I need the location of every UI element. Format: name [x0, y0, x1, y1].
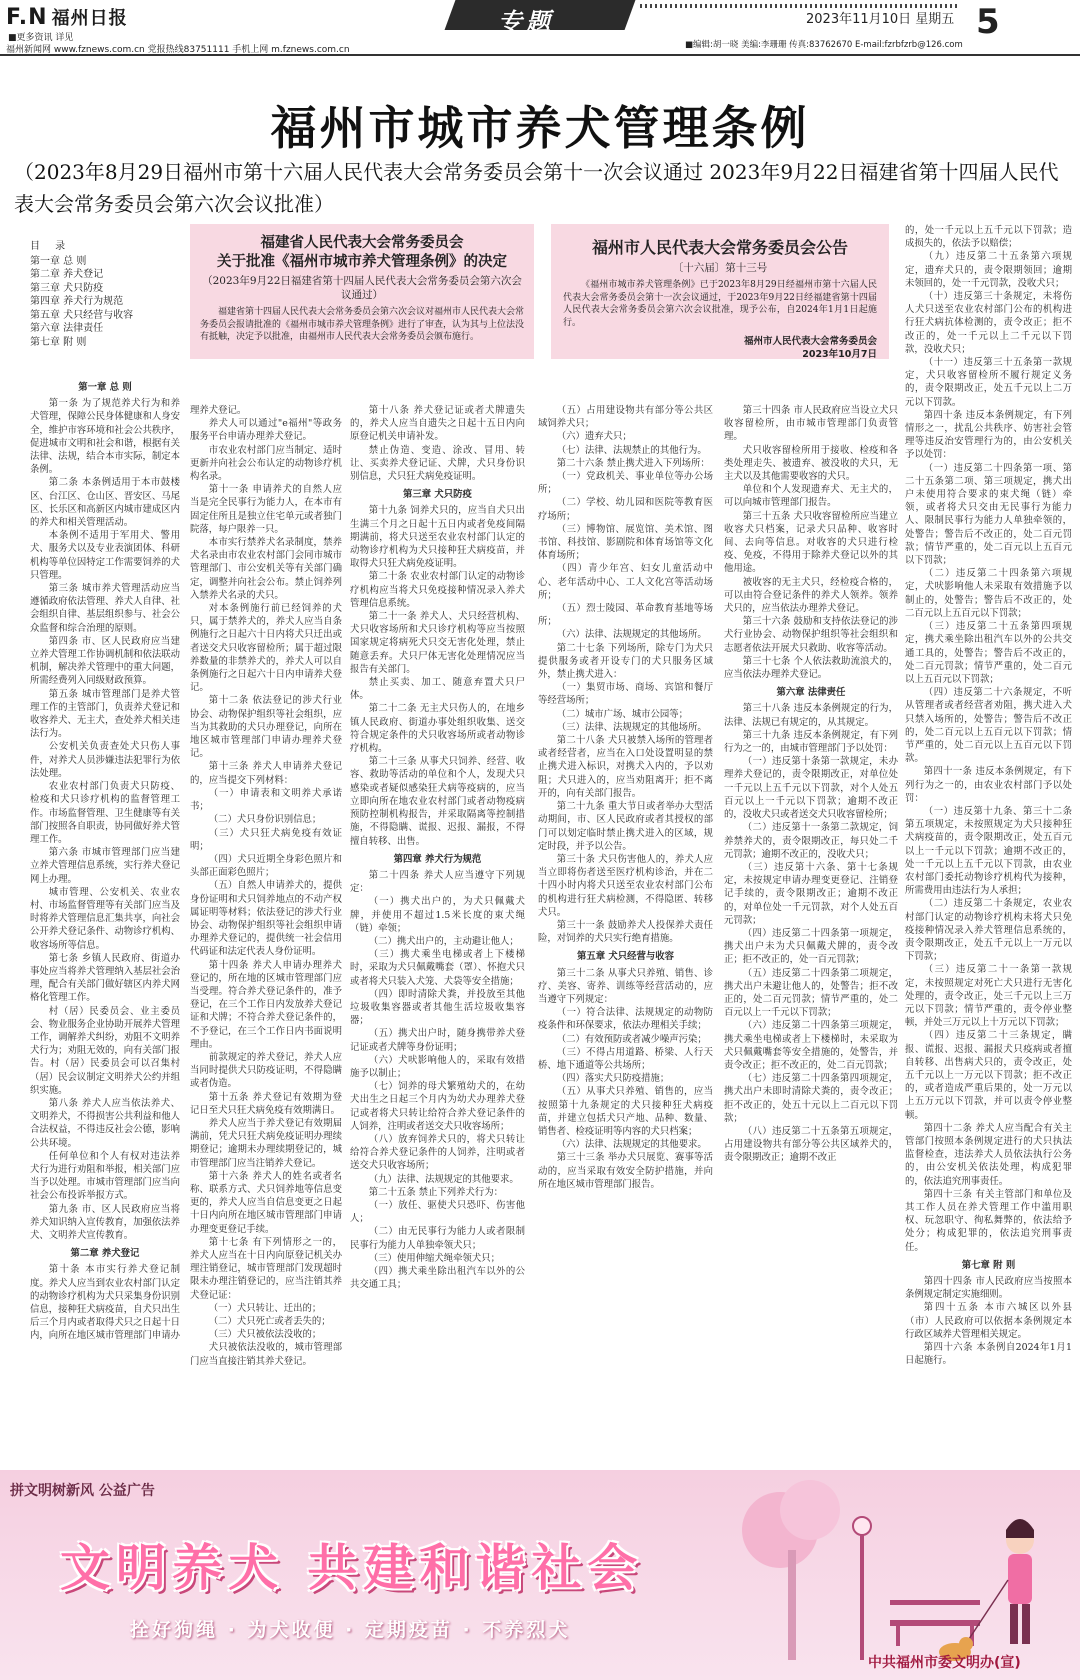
person-walking-dog-icon: [939, 1519, 1034, 1661]
page-number: 5: [976, 2, 1000, 42]
article-paragraph: 公安机关负责查处犬只伤人事件，对养犬人员涉嫌违法犯罪行为依法处理。: [30, 741, 180, 779]
article-paragraph: 犬只收容留检所用于接收、检疫和各类处理走失、被遗弃、被没收的犬只，无主犬以及其他需要收容的犬只。: [724, 444, 898, 483]
chapter-heading: 第三章 犬只防疫: [403, 489, 472, 501]
article-paragraph: 单位和个人发现遗弃犬、无主犬的，可以向城市管理部门报告。: [724, 484, 898, 509]
article-paragraph: 第四十六条 本条例自2024年1月1日起施行。: [905, 1342, 1072, 1367]
article-paragraph: 第十二条 依法登记的涉犬行业协会、动物保护组织等社会组织，应当为其救助的犬只办理登记，向所在地区城市管理部门申请办理养犬登记。: [190, 695, 342, 760]
article-paragraph: （三）犬只被依法没收的；: [208, 1329, 322, 1341]
article-column-3: [350, 404, 525, 1467]
article-paragraph: （六）法律、法规规定的其他要求。: [556, 1139, 707, 1151]
article-paragraph: （四）违反第二十四条第一项规定，携犬出户未为犬只佩戴犬牌的，责令改正；拒不改正的，处一百元罚款；: [724, 927, 898, 966]
article-paragraph: （二）犬只身份识别信息；: [208, 814, 322, 826]
article-paragraph: 村（居）民委员会、业主委员会、物业服务企业协助开展养犬管理工作，调解养犬纠纷，劝阻不文明养犬行为；劝阻无效的，向有关部门报告。村（居）民委员会可以召集村（居）民会议制定文明养犬公约并组织实施。: [30, 1005, 180, 1096]
article-paragraph: 第十七条 有下列情形之一的，养犬人应当在十日内向原登记机关办理注销登记，城市管理部门发现超时限未办理注销登记的，应当注销其养犬登记证：: [190, 1236, 342, 1301]
article-paragraph: 第四十一条 违反本条例规定，有下列行为之一的，由农业农村部门予以处罚：: [905, 766, 1072, 804]
article-paragraph: （二）携犬出户的，主动避让他人；: [368, 935, 519, 947]
article-paragraph: （五）携犬出户时，随身携带养犬登记证或者犬牌等身份证明；: [350, 1028, 525, 1053]
article-paragraph: 第十九条 饲养犬只的，应当自犬只出生满三个月之日起十五日内或者免疫间隔期满前，将犬只送至农业农村部门认定的动物诊疗机构为犬只接种狂犬病疫苗，并取得犬只狂犬病免疫证明。: [350, 505, 525, 570]
article-paragraph: （八）放弃饲养犬只的，将犬只转让给符合养犬登记条件的人饲养，注明或者送交犬只收容场所；: [350, 1133, 525, 1172]
article-paragraph: 本市实行禁养犬名录制度，禁养犬名录由市农业农村部门会同市城市管理部门、市公安机关等有关部门确定，调整并向社会公布。禁止饲养列入禁养犬名录的犬只。: [190, 537, 342, 601]
chapter-heading: 第二章 养犬登记: [70, 1248, 140, 1260]
ad-tips: 拴好狗绳 · 为犬收便 · 定期疫苗 · 不养烈犬: [130, 1619, 571, 1641]
article-paragraph: 第二十八条 犬只被禁入场所的管理者或者经营者，应当在入口处设置明显的禁止携犬进入标识，对携犬入内的，予以劝阻；犬只进入的，应当劝阻离开；拒不离开的，向有关部门报告。: [538, 735, 713, 799]
article-paragraph: （五）从事犬只养殖、销售的，应当按照第十九条规定的犬只接种狂犬病疫苗，并建立包括犬只产地、品种、数量、销售者、检疫证明等内容的犬只档案；: [538, 1086, 713, 1137]
article-paragraph: 第一条 为了规范养犬行为和养犬管理，保障公民身体健康和人身安全，维护市容环境和社会公共秩序，促进城市文明和社会和谐，根据有关法律、法规，结合本市实际，制定本条例。: [30, 398, 180, 476]
article-paragraph: （四）违反第二十六条规定，不听从管理者或者经营者劝阻，携犬进入犬只禁入场所的，处警告；警告后不改正的，处二百元以上五百元以下罚款；情节严重的，处二百元以上五百元以下罚款。: [905, 687, 1072, 765]
article-paragraph: （六）法律、法规规定的其他场所。: [556, 629, 707, 641]
article-paragraph: （二）违反第二十条规定，农业农村部门认定的动物诊疗机构未将犬只免疫接种情况录入养犬管理信息系统的，责令限期改正，处五千元以上一万元以下罚款；: [905, 898, 1072, 963]
article-paragraph: （七）法律、法规禁止的其他行为。: [556, 444, 707, 456]
article-paragraph: 的，处一千元以上五千元以下罚款；造成损失的，依法予以赔偿；: [905, 225, 1072, 250]
article-paragraph: 禁止伪造、变造、涂改、冒用、转让、买卖养犬登记证、犬牌，犬只身份识别信息，犬只狂犬病免疫证明。: [350, 444, 525, 483]
article-paragraph: （二）由无民事行为能力人或者限制民事行为能力人单独牵领犬只；: [350, 1226, 525, 1251]
article-paragraph: 第二十条 农业农村部门认定的动物诊疗机构应当将犬只免疫接种情况录入养犬管理信息系统。: [350, 571, 525, 609]
ad-sponsor: 中共福州市委文明办(宣): [868, 1655, 1021, 1671]
article-paragraph: 第四条 市、区人民政府应当建立养犬管理工作协调机制和依法联动机制，解决养犬管理中的重大问题，所需经费列入同级财政预算。: [30, 635, 180, 687]
article-paragraph: 第二十九条 重大节日或者举办大型活动期间，市、区人民政府或者其授权的部门可以划定临时禁止携犬进入的区域，规定时段，并予以公告。: [538, 801, 713, 852]
article-paragraph: 前款规定的养犬登记，养犬人应当同时提供犬只防疫证明，不得隐瞒或者伪造。: [190, 1051, 342, 1090]
article-paragraph: 第四十五条 本市六城区以外县（市）人民政府可以依据本条例规定本行政区域养犬管理相关规定。: [905, 1302, 1072, 1340]
article-paragraph: 第五条 城市管理部门是养犬管理工作的主管部门，负责养犬登记和收容养犬、无主犬，查处养犬相关违法行为。: [30, 688, 180, 740]
article-paragraph: （五）自然人申请养犬的，提供身份证明和犬只饲养地点的不动产权属证明等材料；依法登记的涉犬行业协会、动物保护组织等社会组织申请办理养犬登记的，提供统一社会信用代码证和法定代表人身份证明。: [190, 880, 342, 958]
article-paragraph: （二）违反第二十四条第六项规定，犬吠影响他人未采取有效措施予以制止的，处警告；警告后不改正的，处二百元以上五百元以下罚款；: [905, 568, 1072, 619]
article-paragraph: 第八条 养犬人应当依法养犬、文明养犬，不得损害公共利益和他人合法权益，不得违反社会公德，影响公共环境。: [30, 1097, 180, 1149]
toc-item: 第三章 犬只防疫: [30, 282, 104, 294]
article-paragraph: 对本条例施行前已经饲养的犬只，属于禁养犬的，养犬人应当自条例施行之日起六十日内将犬只迁出或者送交犬只收容留检所；属于超过限养数量的非禁养犬的，养犬人可以自条例施行之日起六十日内申请养犬登记。: [190, 603, 342, 694]
article-paragraph: （一）犬只转让、迁出的；: [208, 1302, 322, 1314]
article-paragraph: （三）违反第二十一条第一款规定，未按照规定对死亡犬只进行无害化处理的，责令改正，处三千元以上三万元以下罚款；情节严重的，责令停业整顿，并处三万元以上十万元以下罚款；: [905, 964, 1072, 1029]
article-paragraph: 被收容的无主犬只，经检疫合格的，可以由符合登记条件的养犬人领养。领养犬只的，应当依法办理养犬登记。: [724, 576, 898, 615]
toc-item: 第四章 养犬行为规范: [30, 296, 124, 307]
article-paragraph: （一）符合法律、法规规定的动物防疫条件和环保要求，依法办理相关手续；: [538, 1007, 713, 1032]
article-paragraph: 第三十一条 鼓励养犬人投保养犬责任险，对饲养的犬只实行绝育措施。: [538, 919, 713, 945]
article-paragraph: （四）犬只近期全身彩色照片和头部正面彩色照片；: [190, 853, 342, 879]
notice-signature: 福州市人民代表大会常务委员会: [743, 336, 877, 347]
article-paragraph: 城市管理、公安机关、农业农村、市场监督管理等有关部门应当及时将养犬管理信息汇集共享，向社会公开养犬登记条件、动物诊疗机构、收容场所等信息。: [30, 886, 180, 951]
ad-slogan: 文明养犬 共建和谐社会: [60, 1539, 644, 1597]
article-paragraph: （一）党政机关、事业单位等办公场所；: [538, 471, 713, 496]
article-paragraph: （一）携犬出户的，为犬只佩戴犬牌，并使用不超过1.5米长度的束犬绳（链）牵领；: [350, 896, 525, 934]
notice-number: 〔十六届〕第十三号: [672, 262, 768, 274]
decision-title-2: 关于批准《福州市城市养犬管理条例》的决定: [217, 254, 507, 270]
article-paragraph: 第三条 城市养犬管理活动应当遵循政府依法管理、养犬人自律、社会组织自律、基层组织参与、社会公众监督和综合治理的原则。: [30, 583, 180, 634]
article-paragraph: （四）携犬乘坐除出租汽车以外的公共交通工具；: [350, 1266, 525, 1291]
article-paragraph: 第四十条 违反本条例规定，有下列情形之一，扰乱公共秩序、妨害社会管理等违反治安管理行为的，由公安机关予以处罚：: [905, 409, 1072, 461]
article-paragraph: （四）落实犬只防疫措施；: [556, 1073, 670, 1085]
article-paragraph: （三）法律、法规规定的其他场所。: [556, 721, 707, 733]
article-paragraph: 第四十三条 有关主管部门和单位及其工作人员在养犬管理工作中滥用职权、玩忽职守、徇私舞弊的，依法给予处分；构成犯罪的，依法追究刑事责任。: [905, 1188, 1072, 1253]
article-paragraph: 第三十九条 违反本条例规定，有下列行为之一的，由城市管理部门予以处罚：: [724, 729, 898, 755]
article-paragraph: 第二条 本条例适用于本市鼓楼区、台江区、仓山区、晋安区、马尾区、长乐区和高新区内城市建成区内的养犬和相关管理活动。: [30, 477, 180, 529]
article-paragraph: 第二十六条 禁止携犬进入下列场所：: [556, 457, 710, 469]
article-paragraph: （三）违反第十六条、第十七条规定，未按规定申请办理变更登记、注销登记手续的，责令限期改正；逾期不改正的，对单位处一千元罚款，对个人处五百元罚款；: [724, 861, 898, 926]
article-paragraph: （六）违反第二十四条第三项规定，携犬乘坐电梯或者上下楼梯时，未采取为犬只佩戴嘴套等安全措施的，处警告，并责令改正；拒不改正的，处二百元罚款；: [724, 1020, 898, 1071]
article-paragraph: 第十六条 养犬人的姓名或者名称、联系方式、犬只饲养地等信息变更的，养犬人应当自信息变更之日起十日内向所在地区城市管理部门申请办理变更登记手续。: [190, 1170, 342, 1235]
article-paragraph: （二）违反第十一条第二款规定，饲养禁养犬的，责令限期改正，每只处二千元罚款；逾期不改正的，没收犬只；: [724, 822, 898, 860]
notice-date: 2023年10月7日: [802, 349, 877, 360]
article-paragraph: 第七条 乡镇人民政府、街道办事处应当将养犬管理纳入基层社会治理，配合有关部门做好辖区内养犬网格化管理工作。: [30, 952, 180, 1004]
article-paragraph: 第十三条 养犬人申请养犬登记的，应当提交下列材料：: [190, 761, 342, 786]
article-paragraph: 养犬人应当于养犬登记有效期届满前，凭犬只狂犬病免疫证明办理续期登记；逾期未办理续期登记的，城市管理部门应当注销养犬登记。: [190, 1117, 342, 1169]
article-paragraph: 第二十七条 下列场所，除专门为犬只提供服务或者开设专门的犬只服务区域外，禁止携犬进入：: [538, 642, 713, 681]
decision-note: （2023年9月22日福建省第十四届人民代表大会常务委员会第六次会议通过）: [202, 275, 522, 301]
article-paragraph: 第十一条 申请养犬的自然人应当是完全民事行为能力人，在本市有固定住所且是独立住宅单元或者独门院落，每户限养一只。: [190, 484, 342, 535]
article-paragraph: （三）不得占用道路、桥梁、人行天桥、地下通道等公共场所；: [538, 1046, 713, 1071]
toc-item: 第二章 养犬登记: [30, 269, 104, 280]
masthead: [0, 0, 1080, 56]
article-paragraph: 第三十三条 举办犬只展览、赛事等活动的，应当采取有效安全防护措施，并向所在地区城市管理部门报告。: [538, 1152, 713, 1190]
article-paragraph: （七）违反第二十四条第四项规定，携犬出户未即时清除犬粪的，责令改正；拒不改正的，处五十元以上二百元以下罚款；: [724, 1073, 898, 1124]
article-paragraph: （四）青少年宫、妇女儿童活动中心、老年活动中心、工人文化宫等活动场所；: [538, 563, 713, 601]
chapter-heading: 第一章 总 则: [78, 382, 132, 393]
article-paragraph: 犬只被依法没收的，城市管理部门应当直接注销其养犬登记。: [190, 1342, 342, 1367]
article-paragraph: （十一）违反第三十五条第一款规定，犬只收容留检所不履行规定义务的，责令限期改正，处五千元以上二万元以下罚款。: [905, 357, 1072, 408]
article-paragraph: 第二十五条 禁止下列养犬行为：: [368, 1186, 504, 1198]
article-paragraph: 第三十条 犬只伤害他人的，养犬人应当立即将伤者送至医疗机构诊治，并在二十四小时内将犬只送至农业农村部门公布的机构进行狂犬病检测，不得隐匿、转移犬只。: [538, 853, 713, 918]
article-paragraph: （八）违反第二十五条第五项规定，占用建设物共有部分等公共区域养犬的，责令限期改正；逾期不改正: [724, 1125, 898, 1164]
article-paragraph: 第四十二条 养犬人应当配合有关主管部门按照本条例规定进行的犬只执法监督检查，违法养犬人员依法执行公务的，由公安机关依法处理，构成犯罪的，依法追究刑事责任。: [905, 1122, 1072, 1187]
article-paragraph: 理养犬登记。: [190, 405, 247, 416]
article-paragraph: 第三十四条 市人民政府应当设立犬只收容留检所，由市城市管理部门负责管理。: [724, 405, 898, 443]
toc-item: 第七章 附 则: [30, 336, 87, 348]
ad-tag: 拼文明树新风 公益广告: [10, 1483, 155, 1499]
article-column-1: [30, 376, 180, 1467]
article-paragraph: 第三十六条 鼓励和支持依法登记的涉犬行业协会、动物保护组织等社会组织和志愿者依法开展犬只救助、收容等活动。: [724, 616, 898, 654]
toc-item: 第六章 法律责任: [30, 323, 104, 334]
article-paragraph: （一）集贸市场、商场、宾馆和餐厅等经营场所；: [538, 682, 713, 707]
page-title: 福州市城市养犬管理条例: [270, 101, 810, 155]
notice-body: 《福州市城市养犬管理条例》已于2023年8月29日经福州市第十六届人民代表大会常务委员会第十一次会议通过，于2023年9月22日经福建省第十四届人民代表大会常务委员会第六次会议批准，现予公布，自2024年1月1日起施行。: [563, 280, 877, 328]
article-paragraph: （三）犬只狂犬病免疫有效证明；: [190, 827, 342, 852]
article-paragraph: （三）携犬乘坐电梯或者上下楼梯时，采取为犬只佩戴嘴套（罩）、怀抱犬只或者将犬只装入犬笼、犬袋等安全措施；: [350, 949, 525, 987]
article-paragraph: 第三十二条 从事犬只养殖、销售、诊疗、美容、寄养、训练等经营活动的，应当遵守下列规定：: [538, 967, 713, 1005]
chapter-heading: 第四章 养犬行为规范: [393, 853, 482, 865]
page-subtitle: （2023年8月29日福州市第十六届人民代表大会常务委员会第十一次会议通过 2023年9月22日福建省第十四届人民代表大会常务委员会第六次会议批准）: [14, 160, 1059, 216]
article-paragraph: （一）违反第十九条、第三十二条第五项规定，未按照规定为犬只接种狂犬病疫苗的，责令限期改正，处五百元以上一千元以下罚款；逾期不改正的，处一千元以上五千元以下罚款，由农业农村部门委托动物诊疗机构代为接种，所需费用由违法行为人承担；: [905, 805, 1072, 897]
article-paragraph: （二）学校、幼儿园和医院等教育医疗场所；: [538, 497, 713, 522]
toc-item: 第一章 总 则: [30, 255, 87, 267]
article-paragraph: （二）有效预防或者减少噪声污染；: [556, 1033, 707, 1045]
announcement-box: [551, 224, 889, 359]
article-paragraph: （六）犬吠影响他人的，采取有效措施予以制止；: [350, 1054, 525, 1079]
editor-info: ■编辑:胡一晓 美编:李珊珊 传真:83762670 E-mail:fzrbfzrb@126.com: [685, 40, 963, 50]
article-paragraph: （十）违反第三十条规定，未将伤人犬只送至农业农村部门公布的机构进行狂犬病抗体检测的，责令改正；拒不改正的，处一千元以上二千元以下罚款，没收犬只；: [905, 291, 1072, 355]
contact-line: 福州新闻网 www.fznews.com.cn 党报热线83751111 手机上网 m.fznews.com.cn: [6, 45, 350, 55]
article-paragraph: （九）违反第二十五条第六项规定，遗弃犬只的，责令限期领回；逾期未领回的，处一千元罚款，没收犬只；: [905, 251, 1072, 289]
decision-body: 福建省第十四届人民代表大会常务委员会第六次会议对福州市人民代表大会常务委员会报请批准的《福州市城市养犬管理条例》进行了审查，认为其与上位法没有抵触，决定予以批准，由福州市人民代表大会常务委员会颁布施行。: [200, 307, 525, 342]
article-column-2: [190, 404, 342, 1467]
article-paragraph: 禁止买卖、加工、随意弃置犬只尸体。: [350, 677, 525, 702]
article-paragraph: 市农业农村部门应当制定、适时更新并向社会公布认定的动物诊疗机构名录。: [190, 444, 342, 483]
decision-title-1: 福建省人民代表大会常务委员会: [260, 235, 464, 251]
article-paragraph: （一）违反第二十四条第一项、第二十五条第二项、第三项规定，携犬出户未使用符合要求的束犬绳（链）牵领，或者将犬只交由无民事行为能力人、限制民事行为能力人单独牵领的，处警告；警告后不改正的，处二百元罚款；情节严重的，处二百元以上五百元以下罚款；: [905, 462, 1072, 567]
article-paragraph: （三）使用伸缩犬绳牵领犬只；: [368, 1252, 501, 1264]
article-paragraph: （七）饲养的母犬繁殖幼犬的，在幼犬出生之日起三个月内为幼犬办理养犬登记或者将犬只转让给符合养犬登记条件的人饲养，注明或者送交犬只收容场所；: [350, 1081, 525, 1132]
article-paragraph: （一）申请表和文明养犬承诺书；: [190, 787, 342, 813]
tree-icon: [742, 1480, 840, 1660]
toc-item: 第五章 犬只经营与收容: [30, 309, 134, 321]
chapter-heading: 第五章 犬只经营与收容: [576, 951, 674, 963]
section-label: 专题: [498, 7, 554, 36]
article-paragraph: 第十八条 养犬登记证或者犬牌遗失的，养犬人应当自遗失之日起十五日内向原登记机关申请补发。: [350, 405, 525, 443]
article-paragraph: 第三十八条 违反本条例规定的行为，法律、法规已有规定的，从其规定。: [724, 703, 898, 728]
article-paragraph: （九）法律、法规规定的其他要求。: [368, 1173, 519, 1185]
article-paragraph: （三）博物馆、展览馆、美术馆、图书馆、科技馆、影剧院和体育场馆等文化体育场所；: [538, 523, 713, 562]
article-paragraph: 第二十三条 从事犬只饲养、经营、收容、救助等活动的单位和个人，发现犬只感染或者疑似感染狂犬病等疫病的，应当立即向所在地农业农村部门或者动物疫病预防控制机构报告，并采取隔离等控制措施，不得隐瞒、谎报、迟报、漏报，不得擅自转移、出售。: [350, 756, 525, 847]
article-paragraph: 第十条 本市实行养犬登记制度。养犬人应当到农业农村部门认定的动物诊疗机构为犬只采集身份识别信息，接种狂犬病疫苗，自犬只出生后三个月内或者取得犬只之日起十日内，向所在地区城市管理部门申请办: [30, 1264, 180, 1342]
article-paragraph: 第四十四条 市人民政府应当按照本条例规定制定实施细则。: [905, 1276, 1072, 1301]
article-paragraph: （五）违反第二十四条第二项规定，携犬出户未避让他人的，处警告；拒不改正的，处二百元罚款；情节严重的，处二百元以上一千元以下罚款；: [724, 967, 898, 1019]
article-paragraph: 第九条 市、区人民政府应当将养犬知识纳入宣传教育，加强依法养犬、文明养犬宣传教育。: [30, 1203, 180, 1241]
chapter-heading: 第六章 法律责任: [776, 687, 846, 699]
toc-heading: 目 录: [30, 241, 72, 252]
article-paragraph: 第三十七条 个人依法救助流浪犬的，应当依法办理养犬登记。: [724, 655, 898, 681]
article-paragraph: 第六条 市城市管理部门应当建立养犬管理信息系统，实行养犬登记网上办理。: [30, 847, 180, 885]
article-paragraph: （五）烈士陵园、革命教育基地等场所；: [538, 603, 713, 628]
article-paragraph: （六）遗弃犬只；: [556, 431, 632, 443]
notice-title: 福州市人民代表大会常务委员会公告: [591, 238, 848, 257]
chapter-heading: 第七章 附 则: [961, 1259, 1016, 1271]
article-paragraph: 养犬人可以通过"e福州"等政务服务平台申请办理养犬登记。: [190, 418, 342, 443]
more-info-line: ■更多资讯 详见: [8, 33, 74, 43]
article-paragraph: 任何单位和个人有权对违法养犬行为进行劝阻和举报，相关部门应当予以处理。市城市管理部门应当向社会公布投诉举报方式。: [30, 1150, 180, 1202]
park-illustration: [740, 1470, 1070, 1680]
article-paragraph: （二）城市广场、城市公园等；: [556, 708, 689, 720]
article-paragraph: 农业农村部门负责犬只防疫、检疫和犬只诊疗机构的监督管理工作。市场监督管理、卫生健康等有关部门按照各自职责，协同做好养犬管理工作。: [30, 781, 180, 845]
article-paragraph: （一）放任、驱使犬只恐吓、伤害他人；: [350, 1199, 525, 1225]
article-paragraph: 第二十二条 无主犬只伤人的，在地乡镇人民政府、街道办事处组织收集、送交符合规定条件的犬只收容场所或者动物诊疗机构。: [350, 703, 525, 755]
table-of-contents: [30, 240, 180, 349]
public-service-ad: [0, 1470, 1080, 1680]
article-paragraph: 第二十四条 养犬人应当遵守下列规定：: [350, 869, 525, 895]
lamp-icon: [853, 1517, 871, 1660]
article-paragraph: 第二十一条 养犬人、犬只经营机构、犬只收容场所和犬只诊疗机构等应当按照国家规定将病死犬只交无害化处理，禁止随意丢弃。犬只尸体无害化处理情况应当报告有关部门。: [350, 611, 525, 675]
article-column-5: [724, 404, 898, 1467]
article-paragraph: （三）违反第二十五条第四项规定，携犬乘坐除出租汽车以外的公共交通工具的，处警告；警告后不改正的，处二百元罚款；情节严重的，处二百元以上五百元以下罚款；: [905, 621, 1072, 685]
article-column-4: [538, 404, 713, 1467]
article-paragraph: （四）违反第二十三条规定，瞒报、谎报、迟报、漏报犬只疫病或者擅自转移、出售病犬只的，责令改正，处五千元以上一万元以下罚款；拒不改正的，或者造成严重后果的，处一万元以上五万元以下罚款，并可以责令停业整顿。: [905, 1030, 1072, 1121]
article-paragraph: （五）占用建设物共有部分等公共区域饲养犬只；: [538, 405, 713, 430]
article-paragraph: （一）违反第十条第一款规定，未办理养犬登记的，责令限期改正，对单位处一千元以上五千元以下罚款，对个人处五百元以上一千元以下罚款；逾期不改正的，没收犬只或者送交犬只收容留检所；: [724, 756, 898, 821]
article-paragraph: （四）即时清除犬粪，并投放至其他垃圾收集容器或者其他生活垃圾收集容器；: [350, 988, 525, 1027]
article-paragraph: 第三十五条 犬只收容留检所应当建立收容犬只档案，记录犬只品种、收容时间、去向等信息。对收容的犬只进行检疫、免疫，不得用于除养犬登记以外的其他用途。: [724, 510, 898, 575]
article-paragraph: 第十四条 养犬人申请办理养犬登记的，所在地的区城市管理部门应当受理。符合养犬登记条件的，准予登记，在三个工作日内发放养犬登记证和犬牌；不符合养犬登记条件的，不予登记，在三个工作日内书面说明理由。: [190, 959, 342, 1050]
article-paragraph: 第十五条 养犬登记有效期为登记日至犬只狂犬病免疫有效期满日。: [190, 1091, 342, 1116]
issue-date: 2023年11月10日 星期五: [806, 12, 955, 27]
approval-decision-box: [190, 224, 534, 359]
article-paragraph: （二）犬只死亡或者丢失的；: [208, 1316, 331, 1328]
newspaper-logo[interactable]: F.N 福州日报: [6, 5, 128, 30]
article-paragraph: 本条例不适用于军用犬、警用犬、服务犬以及专业表演团体、科研机构等单位因特定工作需要饲养的犬只管理。: [30, 530, 180, 581]
article-column-6: [905, 224, 1072, 1467]
